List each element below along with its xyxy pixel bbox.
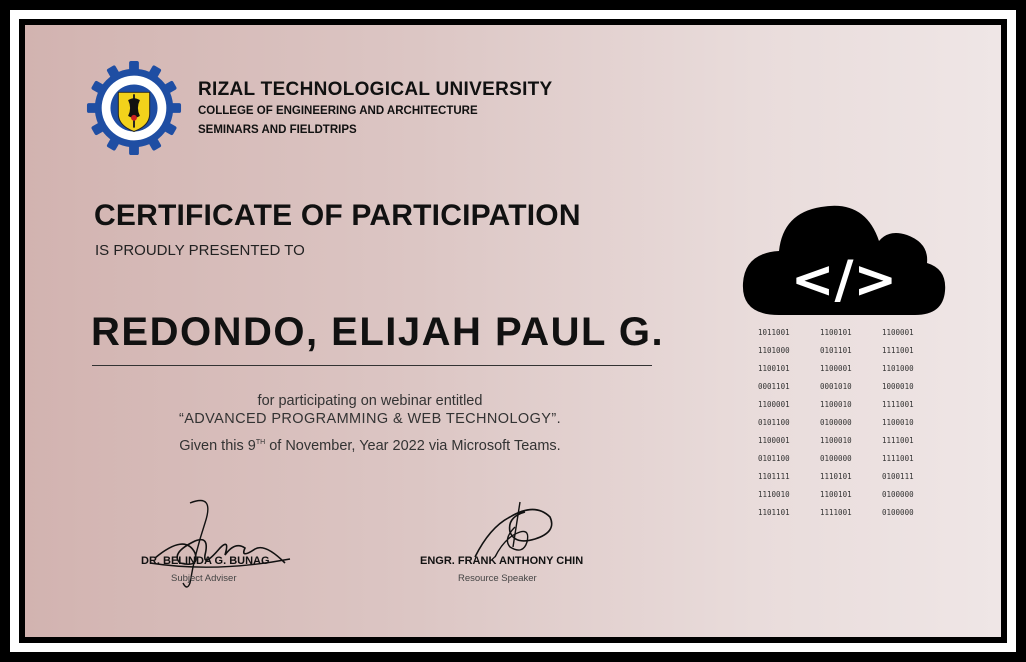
college-name: COLLEGE OF ENGINEERING AND ARCHITECTURE bbox=[198, 105, 478, 117]
university-seal-icon bbox=[85, 59, 183, 157]
binary-cell: 0100000 bbox=[882, 508, 914, 517]
binary-cell: 1101000 bbox=[758, 346, 790, 355]
binary-cell: 1100001 bbox=[758, 436, 790, 445]
binary-cell: 0100111 bbox=[882, 472, 914, 481]
given-prefix: Given this 9 bbox=[179, 438, 256, 454]
binary-code-grid bbox=[758, 325, 944, 521]
binary-cell: 1100010 bbox=[820, 400, 852, 409]
signatory-adviser-role: Subject Adviser bbox=[171, 573, 237, 584]
binary-cell: 0101100 bbox=[758, 454, 790, 463]
binary-cell: 1110010 bbox=[758, 490, 790, 499]
binary-cell: 1111001 bbox=[882, 436, 914, 445]
binary-cell: 1101101 bbox=[758, 508, 790, 517]
binary-cell: 1100001 bbox=[882, 328, 914, 337]
binary-cell: 0100000 bbox=[820, 454, 852, 463]
binary-cell: 1111001 bbox=[882, 400, 914, 409]
binary-cell: 1000010 bbox=[882, 382, 914, 391]
university-name: RIZAL TECHNOLOGICAL UNIVERSITY bbox=[198, 79, 553, 100]
binary-cell: 1111001 bbox=[820, 508, 852, 517]
cloud-code-icon bbox=[739, 195, 949, 325]
recipient-underline bbox=[92, 365, 652, 366]
signatory-speaker-role: Resource Speaker bbox=[458, 573, 537, 584]
signatory-speaker-name: ENGR. FRANK ANTHONY CHIN bbox=[420, 555, 584, 567]
department-name: SEMINARS AND FIELDTRIPS bbox=[198, 124, 357, 136]
binary-cell: 1011001 bbox=[758, 328, 790, 337]
given-date-text bbox=[125, 438, 615, 454]
certificate-title: CERTIFICATE OF PARTICIPATION bbox=[94, 199, 581, 232]
binary-cell: 1100001 bbox=[820, 364, 852, 373]
binary-cell: 0100000 bbox=[820, 418, 852, 427]
binary-cell: 1100101 bbox=[820, 328, 852, 337]
binary-cell: 0001101 bbox=[758, 382, 790, 391]
binary-cell: 0100000 bbox=[882, 490, 914, 499]
code-symbol: </> bbox=[790, 250, 898, 310]
certificate-paper bbox=[25, 25, 1001, 637]
binary-cell: 1111001 bbox=[882, 454, 914, 463]
participation-text: for participating on webinar entitled bbox=[257, 393, 483, 409]
binary-cell: 0101100 bbox=[758, 418, 790, 427]
webinar-title: “ADVANCED PROGRAMMING & WEB TECHNOLOGY”. bbox=[178, 411, 562, 427]
binary-cell: 1100010 bbox=[820, 436, 852, 445]
binary-cell: 1100001 bbox=[758, 400, 790, 409]
binary-cell: 1110101 bbox=[820, 472, 852, 481]
signatory-adviser-name: DR. BELINDA G. BUNAG bbox=[141, 555, 270, 567]
binary-cell: 0101101 bbox=[820, 346, 852, 355]
given-superscript: TH bbox=[255, 439, 266, 447]
binary-cell: 1100101 bbox=[758, 364, 790, 373]
binary-cell: 1100010 bbox=[882, 418, 914, 427]
given-suffix: of November, Year 2022 via Microsoft Teams. bbox=[265, 438, 561, 454]
recipient-name: REDONDO, ELIJAH PAUL G. bbox=[91, 310, 665, 354]
binary-cell: 1101000 bbox=[882, 364, 914, 373]
certificate-border bbox=[19, 19, 1007, 643]
binary-cell: 0001010 bbox=[820, 382, 852, 391]
presented-to-text: IS PROUDLY PRESENTED TO bbox=[95, 242, 305, 259]
binary-cell: 1101111 bbox=[758, 472, 790, 481]
binary-cell: 1100101 bbox=[820, 490, 852, 499]
binary-cell: 1111001 bbox=[882, 346, 914, 355]
